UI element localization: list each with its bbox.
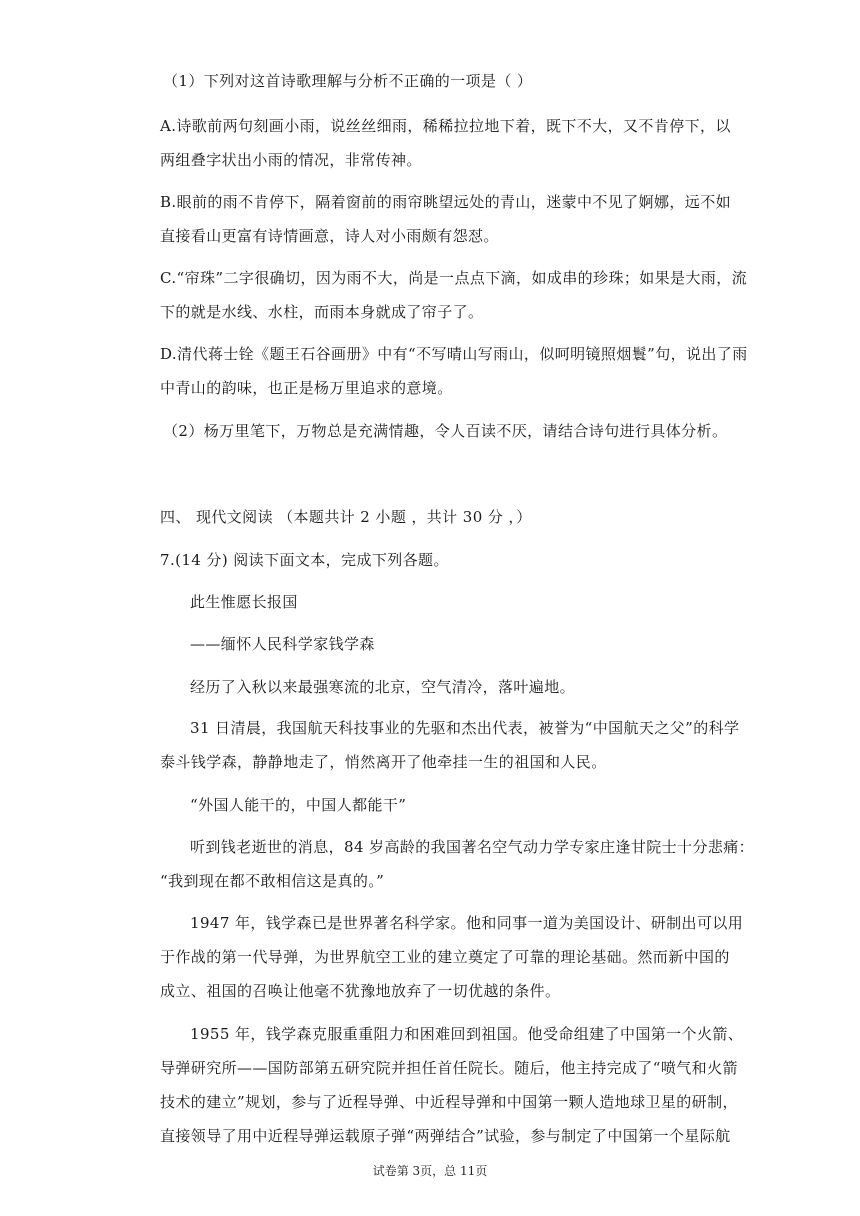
article-paragraph-2-line-2: 泰斗钱学森，静静地走了，悄然离开了他牵挂一生的祖国和人民。	[160, 753, 607, 771]
option-b-line-2: 直接看山更富有诗情画意，诗人对小雨颇有怨怼。	[160, 227, 499, 245]
option-b-line-1: B.眼前的雨不肯停下，隔着窗前的雨帘眺望远处的青山，迷蒙中不见了婀娜，远不如	[160, 193, 731, 211]
article-paragraph-3-line-1: 听到钱老逝世的消息，84 岁高龄的我国著名空气动力学专家庄逢甘院士十分悲痛：	[190, 838, 755, 856]
article-paragraph-4-line-1: 1947 年，钱学森已是世界著名科学家。他和同事一道为美国设计、研制出可以用	[190, 914, 744, 932]
article-paragraph-5-line-4: 直接领导了用中近程导弹运载原子弹“两弹结合”试验，参与制定了中国第一个星际航	[160, 1127, 731, 1145]
option-a-line-1: A.诗歌前两句刻画小雨，说丝丝细雨，稀稀拉拉地下着，既下不大，又不肯停下，以	[160, 117, 731, 135]
article-subhead: “外国人能干的，中国人都能干”	[190, 796, 407, 814]
article-paragraph-3-line-2: “我到现在都不敢相信这是真的。”	[160, 872, 385, 890]
article-paragraph-4-line-3: 成立、祖国的召唤让他毫不犹豫地放弃了一切优越的条件。	[160, 982, 561, 1000]
article-title: 此生惟愿长报国	[190, 593, 298, 611]
question-1-prompt: （1）下列对这首诗歌理解与分析不正确的一项是（ ）	[163, 72, 533, 90]
question-2-prompt: （2）杨万里笔下，万物总是充满情趣，令人百读不厌，请结合诗句进行具体分析。	[163, 422, 728, 440]
option-d-line-1: D.清代蒋士铨《题王石谷画册》中有“不写晴山写雨山，似呵明镜照烟鬟”句，说出了雨	[160, 345, 748, 363]
article-paragraph-5-line-1: 1955 年，钱学森克服重重阻力和困难回到祖国。他受命组建了中国第一个火箭、	[190, 1025, 744, 1043]
option-d-line-2: 中青山的韵味，也正是杨万里追求的意境。	[160, 379, 453, 397]
option-a-line-2: 两组叠字状出小雨的情况，非常传神。	[160, 151, 422, 169]
article-paragraph-5-line-2: 导弹研究所——国防部第五研究院并担任首任院长。随后，他主持完成了“喷气和火箭	[160, 1059, 738, 1077]
section-heading: 四、 现代文阅读 （本题共计 2 小题 ，共计 30 分 ，）	[160, 508, 532, 526]
option-c-line-2: 下的就是水线、水柱，而雨本身就成了帘子了。	[160, 303, 484, 321]
article-paragraph-4-line-2: 于作战的第一代导弹，为世界航空工业的建立奠定了可靠的理论基础。然而新中国的	[160, 948, 730, 966]
question-7-header: 7.(14 分) 阅读下面文本，完成下列各题。	[160, 551, 449, 569]
article-subtitle: ——缅怀人民科学家钱学森	[190, 635, 375, 653]
option-c-line-1: C.“帘珠”二字很确切，因为雨不大，尚是一点点下滴，如成串的珍珠；如果是大雨，流	[160, 269, 748, 287]
article-paragraph-2-line-1: 31 日清晨，我国航天科技事业的先驱和杰出代表，被誉为“中国航天之父”的科学	[190, 719, 740, 737]
page-footer: 试卷第 3页，总 11页	[372, 1164, 488, 1178]
article-paragraph-1: 经历了入秋以来最强寒流的北京，空气清冷，落叶遍地。	[190, 678, 576, 696]
article-paragraph-5-line-3: 技术的建立”规划，参与了近程导弹、中近程导弹和中国第一颗人造地球卫星的研制，	[160, 1093, 738, 1111]
